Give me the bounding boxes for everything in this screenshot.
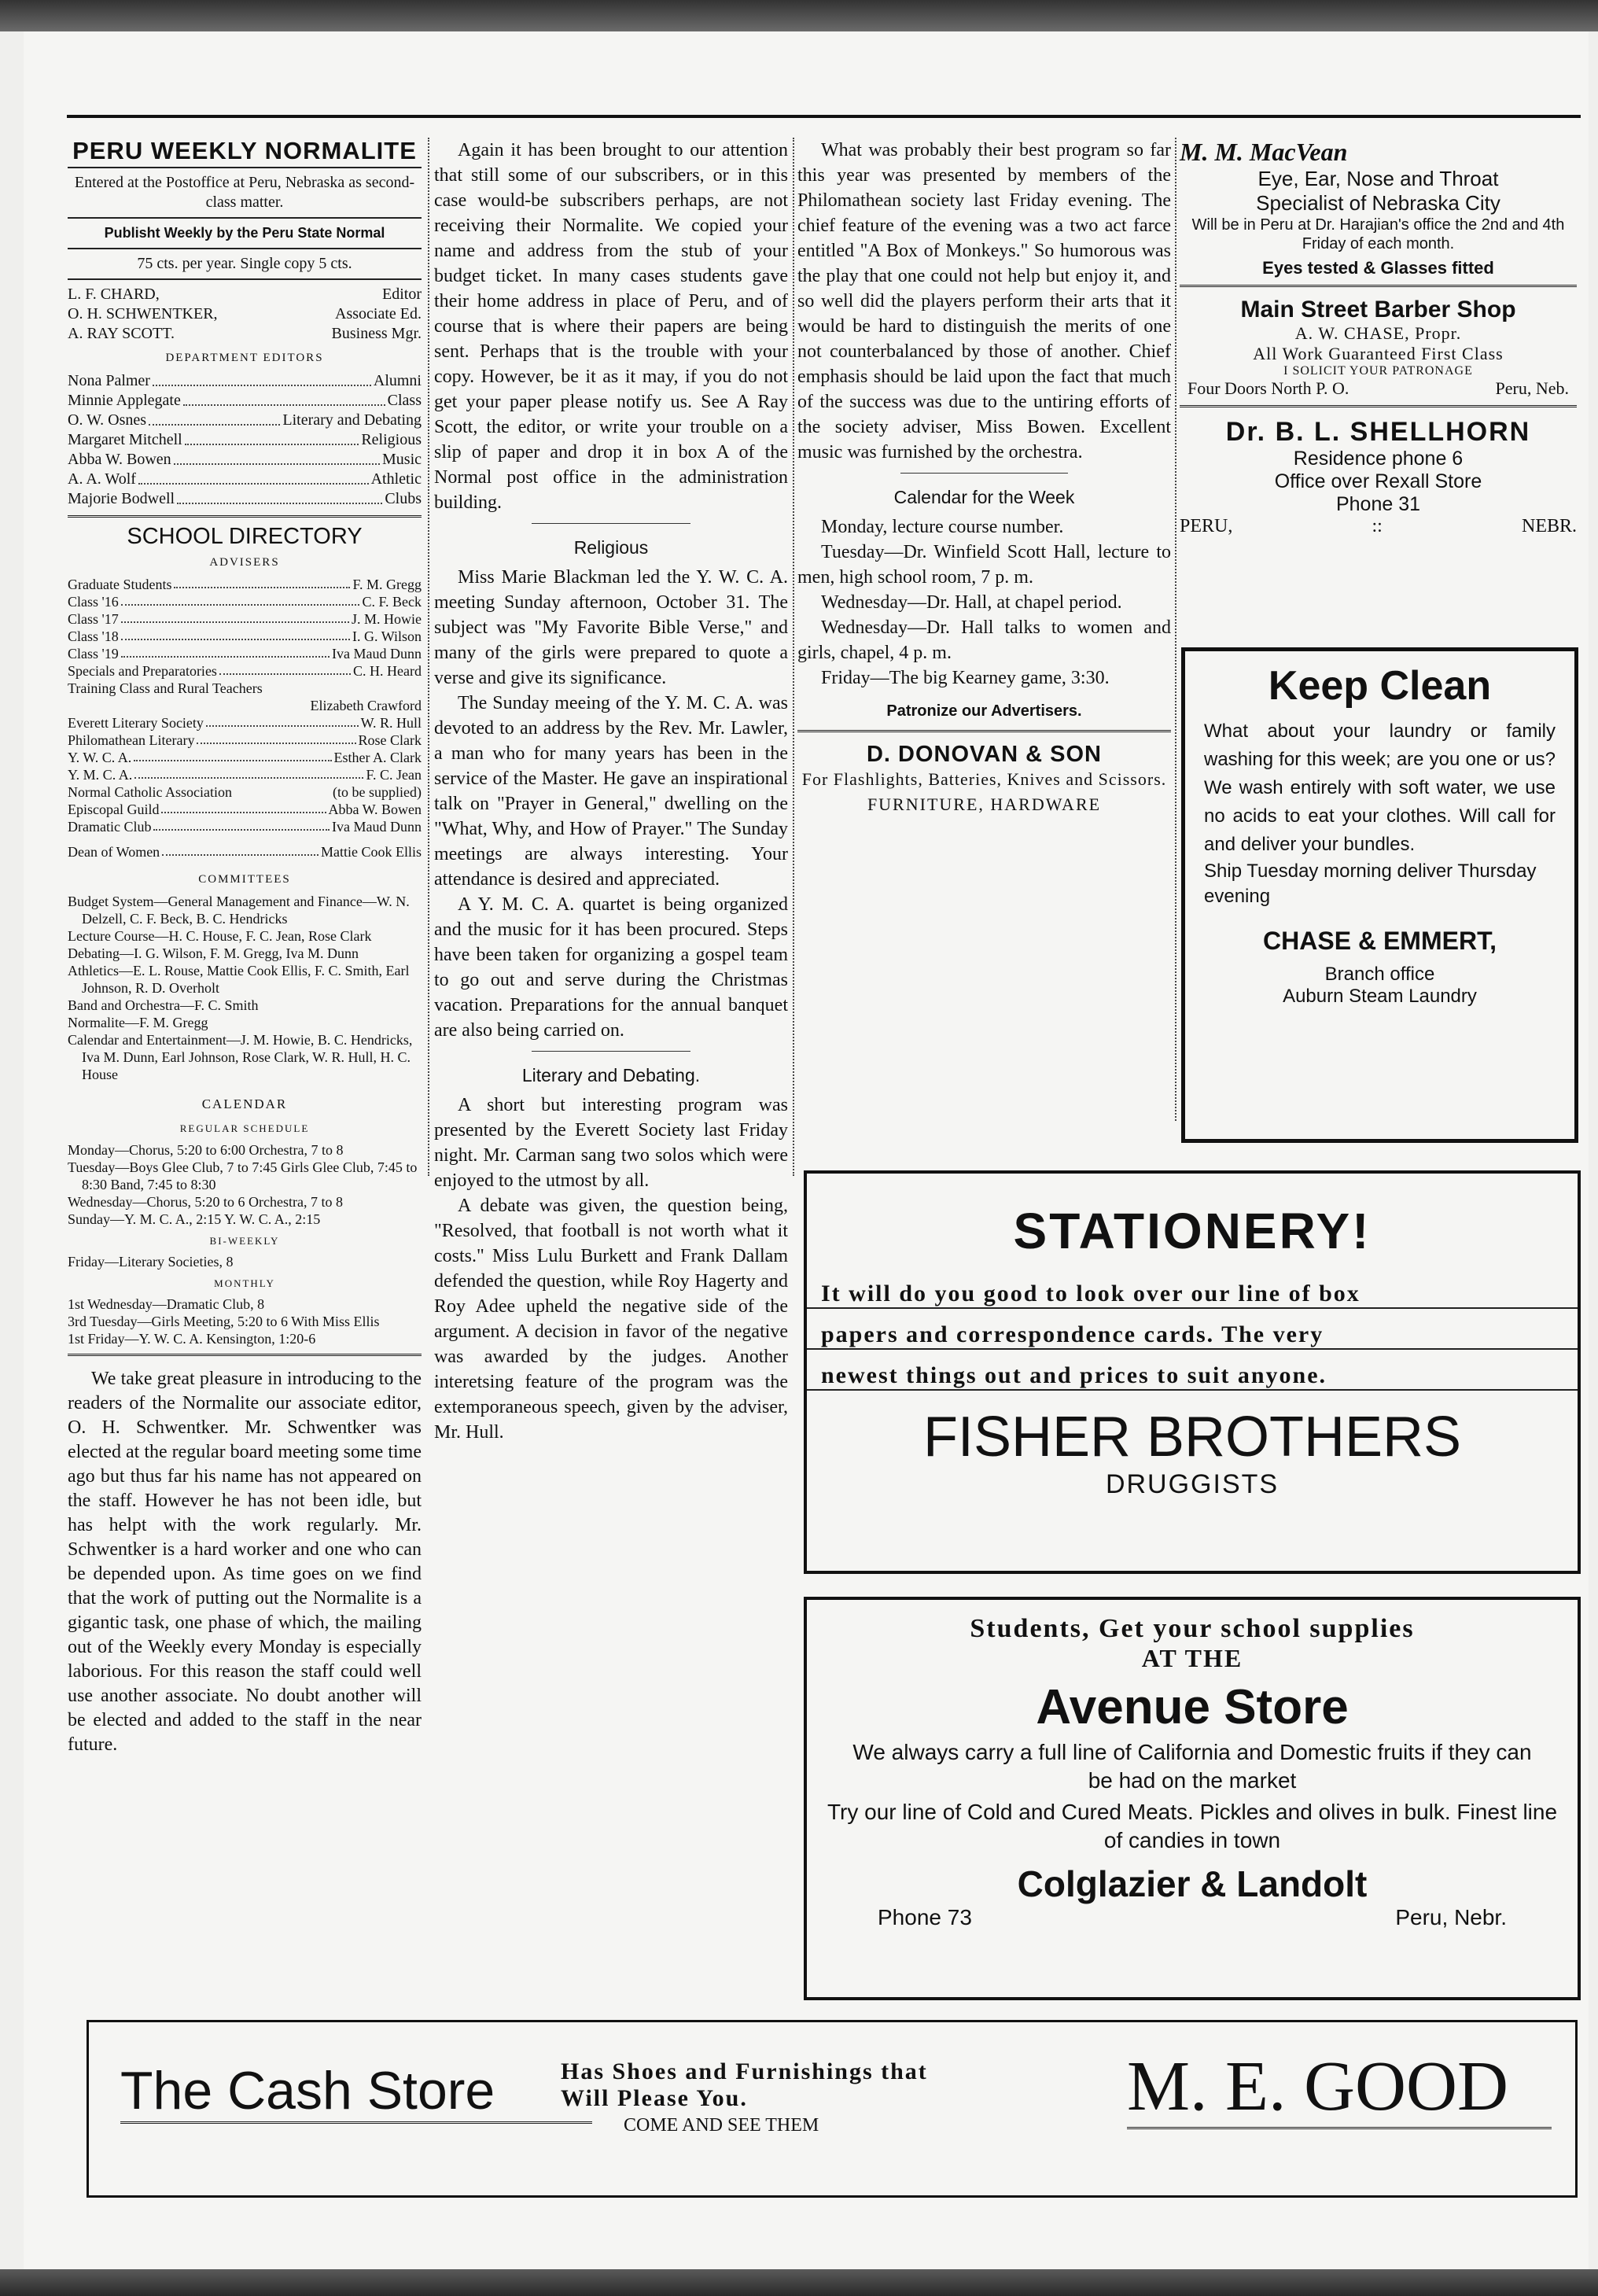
cash-store-name: The Cash Store — [120, 2060, 592, 2124]
masthead-title: PERU WEEKLY NORMALITE — [72, 137, 417, 164]
adviser-row: Class '16 C. F. Beck — [68, 594, 422, 610]
chase-emmert-name: CHASE & EMMERT, — [1263, 927, 1497, 955]
religious-paragraph: Miss Marie Blackman led the Y. W. C. A. meeting Sunday afternoon, October 31. The subject was "My Favorite Bible Verse," and many of the girls were prepared to quote a verse and give its significance. — [434, 567, 788, 688]
editor-row: Abba W. Bowen Music — [68, 451, 422, 468]
barber-ad — [1180, 297, 1577, 399]
adviser-row: Class '19 Iva Maud Dunn — [68, 646, 422, 662]
shellhorn-ad — [1180, 417, 1577, 537]
stationery-title: STATIONERY! — [1013, 1203, 1372, 1259]
adviser-row: Dean of Women Mattie Cook Ellis — [68, 844, 422, 860]
keep-clean-ad — [1181, 647, 1578, 1143]
publish-notice: Publisht Weekly by the Peru State Normal — [104, 225, 385, 241]
patronize-notice: Patronize our Advertisers. — [886, 702, 1082, 720]
divider — [532, 1051, 691, 1052]
religious-paragraph: The Sunday meeing of the Y. M. C. A. was devoted to an address by the Rev. Mr. Lawler, a man who for many years has been in the service of the Master. He gave an inspirational talk on "Prayer in General," dwelling on the "What, Why, and How of Prayer." The Sunday meetings are always interesting. Your attendance is desired and appreciated. — [434, 693, 788, 890]
schedule-item: Tuesday—Boys Glee Club, 7 to 7:45 Girls Glee Club, 7:45 to 8:30 Band, 7:45 to 8:30 — [68, 1159, 418, 1192]
editor-row: Majorie Bodwell Clubs — [68, 490, 422, 507]
committee-item: Band and Orchestra—F. C. Smith — [68, 997, 259, 1013]
religious-heading: Religious — [573, 537, 649, 558]
calendar-item: Wednesday—Dr. Hall talks to women and girls, chapel, 4 p. m. — [797, 617, 1171, 663]
macvean-line: Specialist of Nebraska City — [1256, 191, 1500, 215]
divider — [68, 278, 422, 280]
divider — [68, 515, 422, 521]
avenue-store-ad — [804, 1597, 1581, 2000]
divider — [1180, 285, 1577, 290]
literary-paragraph: A short but interesting program was presented by the Everett Society last Friday night. Mr. Carman sang two solos which were enjoyed to the utmost by all. — [434, 1095, 788, 1191]
scan-bottom-edge — [0, 2269, 1598, 2296]
advisers-heading: ADVISERS — [209, 556, 280, 569]
divider — [532, 523, 691, 524]
calendar-item: Friday—The big Kearney game, 3:30. — [821, 668, 1110, 688]
page-top-rule — [67, 115, 1581, 118]
editor-row: O. W. Osnes Literary and Debating — [68, 411, 422, 429]
committees-heading: COMMITTEES — [198, 873, 291, 886]
schedule-item: 3rd Tuesday—Girls Meeting, 5:20 to 6 With Miss Ellis — [68, 1314, 380, 1329]
calendar-item: Monday, lecture course number. — [821, 517, 1064, 537]
barber-line: I SOLICIT YOUR PATRONAGE — [1283, 364, 1473, 378]
week-calendar-heading: Calendar for the Week — [893, 487, 1075, 507]
entered-notice: Entered at the Postoffice at Peru, Nebraska as second-class matter. — [74, 174, 415, 211]
macvean-name: M. M. MacVean — [1180, 138, 1348, 166]
barber-location: Four Doors North P. O. Peru, Neb. — [1187, 378, 1569, 398]
fisher-brothers-name: FISHER BROTHERS — [922, 1406, 1462, 1469]
stationery-line: newest things out and prices to suit anyone. — [807, 1350, 1578, 1391]
divider — [797, 730, 1171, 735]
committee-item: Lecture Course—H. C. House, F. C. Jean, Rose Clark — [68, 928, 372, 944]
colglazier-landolt-name: Colglazier & Landolt — [1017, 1863, 1368, 1904]
column-2 — [434, 138, 788, 1445]
avenue-store-name: Avenue Store — [1036, 1680, 1349, 1734]
donovan-line: For Flashlights, Batteries, Knives and Scissors. — [801, 769, 1167, 789]
calendar-item: Wednesday—Dr. Hall, at chapel period. — [821, 592, 1122, 613]
column-divider — [428, 138, 429, 1176]
shellhorn-location: PERU, :: NEBR. — [1180, 516, 1577, 536]
shellhorn-name: Dr. B. L. SHELLHORN — [1225, 417, 1531, 447]
directory-title: SCHOOL DIRECTORY — [127, 524, 363, 549]
adviser-row: Normal Catholic Association (to be supplied) — [68, 784, 422, 800]
adviser-row: Dramatic Club Iva Maud Dunn — [68, 819, 422, 835]
adviser-row: Class '17 J. M. Howie — [68, 611, 422, 627]
calendar-item: Tuesday—Dr. Winfield Scott Hall, lecture to men, high school room, 7 p. m. — [797, 542, 1171, 588]
adviser-row: Class '18 I. G. Wilson — [68, 628, 422, 644]
schedule-item: Friday—Literary Societies, 8 — [68, 1254, 234, 1270]
price-notice: 75 cts. per year. Single copy 5 cts. — [137, 255, 352, 272]
macvean-line: Eyes tested & Glasses fitted — [1262, 258, 1494, 278]
avenue-line: We always carry a full line of California and Domestic fruits if they can be had on the market — [852, 1740, 1532, 1793]
adviser-row: Philomathean Literary Rose Clark — [68, 732, 422, 748]
cash-store-line: COME AND SEE THEM — [624, 2115, 819, 2136]
adviser-row: Training Class and Rural Teachers Elizabeth Crawford — [68, 680, 422, 713]
monthly-heading: MONTHLY — [214, 1277, 275, 1289]
keep-clean-title: Keep Clean — [1268, 663, 1492, 709]
adviser-row: Y. W. C. A. Esther A. Clark — [68, 750, 422, 765]
adviser-row: Episcopal Guild Abba W. Bowen — [68, 802, 422, 817]
column-3 — [797, 138, 1171, 817]
me-good-name: M. E. GOOD — [1127, 2046, 1552, 2129]
donovan-name: D. DONOVAN & SON — [866, 742, 1103, 767]
stationery-ad — [804, 1170, 1581, 1574]
editor-row: A. A. Wolf Athletic — [68, 470, 422, 488]
shellhorn-line: Office over Rexall Store — [1274, 470, 1482, 492]
adviser-row: Graduate Students F. M. Gregg — [68, 577, 422, 592]
literary-heading: Literary and Debating. — [521, 1065, 701, 1085]
committee-item: Normalite—F. M. Gregg — [68, 1015, 208, 1030]
stationery-line: papers and correspondence cards. The very — [807, 1309, 1578, 1350]
divider — [68, 217, 422, 219]
cash-store-line: Has Shoes and Furnishings that — [561, 2058, 928, 2084]
divider — [900, 473, 1069, 474]
column-1 — [68, 138, 422, 1757]
scan-top-edge — [0, 0, 1598, 31]
macvean-ad — [1180, 138, 1577, 278]
stationery-line: It will do you good to look over our line of box — [807, 1260, 1578, 1309]
column-divider — [1175, 138, 1176, 1121]
staff-row: L. F. CHARD, Editor — [68, 286, 422, 303]
donovan-line: FURNITURE, HARDWARE — [867, 794, 1102, 814]
staff-row: A. RAY SCOTT. Business Mgr. — [68, 325, 422, 342]
druggists-label: DRUGGISTS — [1105, 1469, 1280, 1499]
calendar-heading: CALENDAR — [201, 1096, 288, 1111]
keep-clean-ship: Ship Tuesday morning deliver Thursday evening — [1204, 861, 1537, 907]
cash-store-line: Will Please You. — [561, 2085, 748, 2111]
schedule-item: 1st Wednesday—Dramatic Club, 8 — [68, 1296, 265, 1312]
macvean-line: Eye, Ear, Nose and Throat — [1257, 167, 1499, 190]
divider — [1180, 405, 1577, 411]
shellhorn-line: Residence phone 6 — [1293, 448, 1464, 470]
article-schwentker: We take great pleasure in introducing to the readers of the Normalite our associate editor, O. H. Schwentker. Mr. Schwentker was elected at the regular board meeting some time ago but thus far his name has not appeared on the staff. However he has not been idle, but has helpt with the work regularly. Mr. Schwentker is a hard worker and one who can be depended upon. As time goes on we find that the work of putting out the Normalite is a gigantic task, one phase of which, the mailing out of the Weekly every Monday is especially laborious. For this reason the staff could well use another associate. No doubt another will be elected and added to the staff in the near future. — [68, 1369, 422, 1755]
schedule-item: Wednesday—Chorus, 5:20 to 6 Orchestra, 7 to 8 — [68, 1194, 343, 1210]
avenue-line: Try our line of Cold and Cured Meats. Pickles and olives in bulk. Finest line of candies in town — [827, 1800, 1558, 1852]
divider — [68, 248, 422, 249]
regular-schedule-heading: REGULAR SCHEDULE — [179, 1122, 310, 1134]
adviser-row: Specials and Preparatories C. H. Heard — [68, 663, 422, 679]
editor-row: Nona Palmer Alumni — [68, 372, 422, 389]
committee-item: Budget System—General Management and Finance—W. N. Delzell, C. F. Beck, B. C. Hendricks — [68, 894, 410, 927]
divider — [68, 1354, 422, 1359]
auburn-laundry: Auburn Steam Laundry — [1283, 986, 1477, 1007]
article-subscribers: Again it has been brought to our attention that still some of our subscribers, or in this case would-be subscribers perhaps, are not receiving their Normalite. We copied your name and address from the stub of your budget ticket. In many cases students gave their home address in place of Peru, and of course that is where their papers are being sent. Perhaps that is the trouble with your copy. However, be it as it may, if you do not get your paper please notify us. See A Ray Scott, the editor, or write your trouble on a slip of paper and drop it in box A of the Normal post office in the administration building. — [434, 140, 788, 513]
barber-name: Main Street Barber Shop — [1240, 297, 1516, 322]
avenue-line: Students, Get your school supplies — [970, 1614, 1415, 1643]
biweekly-heading: BI-WEEKLY — [209, 1235, 280, 1247]
adviser-row: Y. M. C. A. F. C. Jean — [68, 767, 422, 783]
editor-row: Margaret Mitchell Religious — [68, 431, 422, 448]
keep-clean-body: What about your laundry or family washing for this week; are you one or us? We wash entirely with soft water, we use no acids to eat your clothes. Will call for and deliver your bundles. — [1204, 720, 1556, 855]
committee-item: Calendar and Entertainment—J. M. Howie, B. C. Hendricks, Iva M. Dunn, Earl Johnson, Rose Clark, W. R. Hull, H. C. House — [68, 1032, 413, 1082]
schedule-item: Monday—Chorus, 5:20 to 6:00 Orchestra, 7 to 8 — [68, 1142, 344, 1158]
religious-paragraph: A Y. M. C. A. quartet is being organized and the music for it has been procured. Steps have been taken for organizing a gospel team to go out and serve during the Christmas vacation. Preparations for the annual banquet are also being carried on. — [434, 894, 788, 1041]
macvean-line: Will be in Peru at Dr. Harajian's office the 2nd and 4th Friday of each month. — [1191, 216, 1565, 252]
cash-store-ad — [87, 2020, 1578, 2198]
schedule-item: Sunday—Y. M. C. A., 2:15 Y. W. C. A., 2:15 — [68, 1211, 321, 1227]
divider — [68, 167, 422, 168]
committee-item: Debating—I. G. Wilson, F. M. Gregg, Iva M. Dunn — [68, 945, 359, 961]
editor-row: Minnie Applegate Class — [68, 392, 422, 409]
column-divider — [793, 138, 794, 1176]
schedule-item: 1st Friday—Y. W. C. A. Kensington, 1:20-6 — [68, 1331, 316, 1347]
committee-item: Athletics—E. L. Rouse, Mattie Cook Ellis, F. C. Smith, Earl Johnson, R. D. Overholt — [68, 963, 410, 996]
literary-paragraph: A debate was given, the question being, "Resolved, that football is not worth what it costs." Miss Lulu Burkett and Frank Dallam defended the question, while Roy Hagerty and Roy Adee upheld the negative side of the argument. A decision in favor of the negative was awarded by the judges. Another interetsing feature of the program was the extemporaneous speech, given by the adviser, Mr. Hull. — [434, 1196, 788, 1443]
donovan-ad — [797, 742, 1171, 817]
column-4 — [1180, 138, 1577, 537]
literary-paragraph: What was probably their best program so far this year was presented by members of the Philomathean society last Friday evening. The chief feature of the evening was a two act farce entitled "A Box of Monkeys." So humorous was the play that one could not help but enjoy it, and so well did the players perform their arts that it would be hard to distinguish the merits of one not counterbalanced by those of another. Chief emphasis should be laid upon the fact that much of the success was due to the untiring efforts of the society adviser, Miss Bowen. Excellent music was furnished by the orchestra. — [797, 140, 1171, 463]
editors-heading: DEPARTMENT EDITORS — [165, 352, 324, 364]
avenue-line: AT THE — [1141, 1644, 1243, 1672]
barber-line: All Work Guaranteed First Class — [1253, 344, 1504, 363]
barber-prop: A. W. CHASE, Propr. — [1294, 323, 1462, 343]
staff-row: O. H. SCHWENTKER, Associate Ed. — [68, 305, 422, 322]
avenue-footer: Phone 73 Peru, Nebr. — [878, 1905, 1507, 1929]
branch-office: Branch office — [1324, 964, 1435, 985]
shellhorn-line: Phone 31 — [1335, 493, 1421, 515]
adviser-row: Everett Literary Society W. R. Hull — [68, 715, 422, 731]
